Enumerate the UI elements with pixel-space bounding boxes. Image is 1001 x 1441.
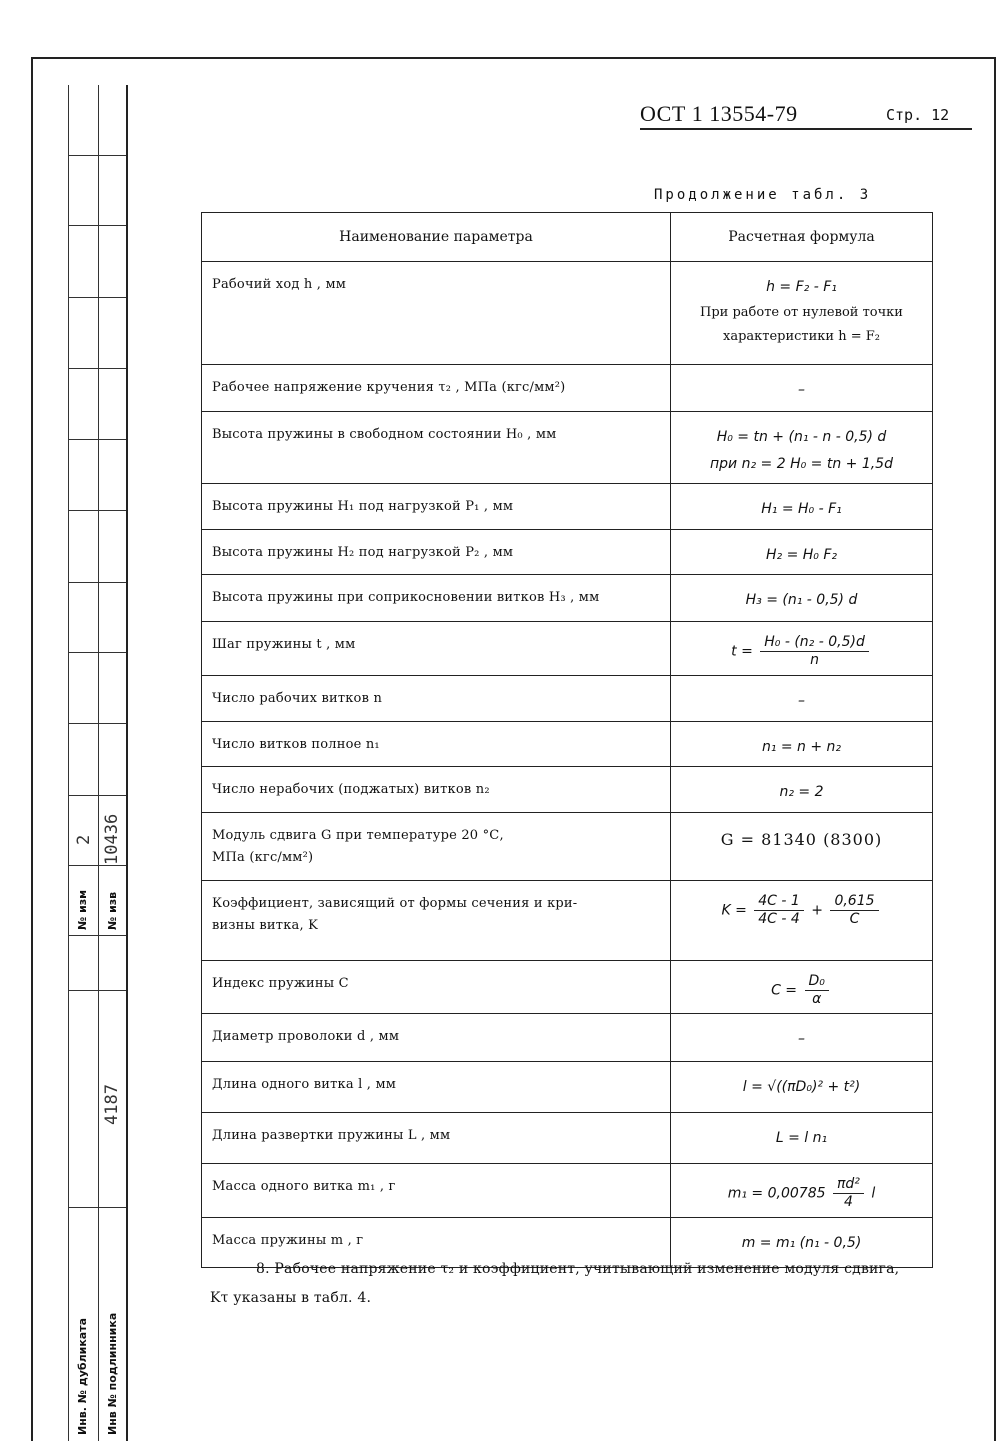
strip-row-line bbox=[68, 1207, 126, 1208]
formula-cell bbox=[671, 1164, 933, 1218]
strip-row-line bbox=[68, 795, 126, 796]
table-row bbox=[202, 575, 933, 622]
formula-cell bbox=[671, 412, 933, 484]
param-line: МПа (кгс/мм²) bbox=[212, 849, 314, 865]
formula-cell: H₁ = H₀ - F₁ bbox=[671, 484, 933, 530]
fraction-denominator: C bbox=[849, 910, 860, 927]
col-header-formula: Расчетная формула bbox=[671, 213, 933, 262]
param-cell: Число нерабочих (поджатых) витков n₂ bbox=[202, 767, 671, 813]
formula-operator: + bbox=[811, 902, 823, 919]
fraction-denominator: 4C - 4 bbox=[758, 910, 800, 927]
param-cell: Индекс пружины C bbox=[202, 960, 671, 1014]
fraction bbox=[833, 1176, 864, 1211]
formula-lhs: C = bbox=[771, 982, 798, 999]
param-cell bbox=[202, 880, 671, 960]
formula-cell bbox=[671, 622, 933, 676]
param-cell: Длина развертки пружины L , мм bbox=[202, 1113, 671, 1164]
param-cell: Длина одного витка l , мм bbox=[202, 1062, 671, 1113]
param-cell: Рабочее напряжение кручения τ₂ , МПа (кгс/мм²) bbox=[202, 365, 671, 412]
table-row bbox=[202, 1062, 933, 1113]
formula-cell: n₁ = n + n₂ bbox=[671, 721, 933, 767]
param-cell: Рабочий ход h , мм bbox=[202, 262, 671, 365]
fraction-numerator: 0,615 bbox=[830, 893, 878, 911]
formula-line: G = 81340 (8300) bbox=[720, 829, 883, 849]
table-row bbox=[202, 880, 933, 960]
margin-strip bbox=[68, 85, 126, 1441]
header-underline bbox=[640, 128, 972, 130]
strip-row-line bbox=[68, 652, 126, 653]
param-cell: Масса одного витка m₁ , г bbox=[202, 1164, 671, 1218]
izm-value: 2 bbox=[74, 834, 94, 845]
fraction bbox=[760, 634, 869, 669]
formula-note: При работе от нулевой точки bbox=[700, 304, 903, 320]
formula-cell: H₂ = H₀ F₂ bbox=[671, 529, 933, 575]
fraction-denominator: α bbox=[812, 990, 822, 1007]
frame-inner-border bbox=[126, 85, 128, 1441]
formula-cell bbox=[671, 880, 933, 960]
fraction-denominator: 4 bbox=[843, 1194, 853, 1211]
table-row bbox=[202, 812, 933, 880]
formula-note: характеристики h = F₂ bbox=[723, 329, 880, 345]
formula-lhs: t = bbox=[731, 643, 753, 660]
formula-cell: H₃ = (n₁ - 0,5) d bbox=[671, 575, 933, 622]
page-number: Стр. 12 bbox=[886, 106, 950, 124]
param-cell: Число витков полное n₁ bbox=[202, 721, 671, 767]
param-cell: Высота пружины при соприкосновении витков H₃ , мм bbox=[202, 575, 671, 622]
formula-line: H₀ = tn + (n₁ - n - 0,5) d bbox=[716, 429, 887, 445]
orig-label: Инв № подлинника bbox=[106, 1312, 119, 1435]
formula-cell bbox=[671, 960, 933, 1014]
fraction bbox=[754, 893, 804, 928]
formula-cell: – bbox=[671, 1014, 933, 1062]
param-line: Коэффициент, зависящий от формы сечения и кри- bbox=[212, 895, 578, 911]
formula-cell: – bbox=[671, 365, 933, 412]
table-row bbox=[202, 721, 933, 767]
formula-cell: m = m₁ (n₁ - 0,5) bbox=[671, 1217, 933, 1267]
formula-lhs: m₁ = 0,00785 bbox=[727, 1185, 826, 1202]
strip-row-line bbox=[68, 723, 126, 724]
strip-col-line bbox=[98, 85, 99, 1441]
table-row bbox=[202, 960, 933, 1014]
param-cell bbox=[202, 812, 671, 880]
dup-label: Инв. № дубликата bbox=[76, 1317, 89, 1435]
formula-line: при n₂ = 2 H₀ = tn + 1,5d bbox=[710, 455, 893, 472]
strip-row-line bbox=[68, 368, 126, 369]
table-row bbox=[202, 365, 933, 412]
param-cell: Высота пружины в свободном состоянии H₀ , мм bbox=[202, 412, 671, 484]
strip-col-line bbox=[68, 85, 69, 1441]
fraction-denominator: n bbox=[810, 652, 819, 669]
formula-lhs: K = bbox=[721, 902, 747, 919]
strip-row-line bbox=[68, 225, 126, 226]
table-row bbox=[202, 1113, 933, 1164]
izm-label: № изм bbox=[76, 889, 89, 930]
table-row bbox=[202, 484, 933, 530]
fraction-numerator: 4C - 1 bbox=[754, 893, 804, 911]
param-cell: Масса пружины m , г bbox=[202, 1217, 671, 1267]
param-cell: Высота пружины H₁ под нагрузкой P₁ , мм bbox=[202, 484, 671, 530]
table-caption: Продолжение табл. 3 bbox=[654, 187, 872, 203]
param-cell: Шаг пружины t , мм bbox=[202, 622, 671, 676]
param-line: Модуль сдвига G при температуре 20 °С, bbox=[212, 827, 504, 843]
table-row bbox=[202, 412, 933, 484]
col-header-param: Наименование параметра bbox=[202, 213, 671, 262]
strip-row-line bbox=[68, 155, 126, 156]
formula-cell: L = l n₁ bbox=[671, 1113, 933, 1164]
table-row bbox=[202, 767, 933, 813]
strip-row-line bbox=[68, 582, 126, 583]
strip-row-line bbox=[68, 510, 126, 511]
param-line: визны витка, K bbox=[212, 917, 319, 933]
table-row bbox=[202, 675, 933, 721]
param-cell: Число рабочих витков n bbox=[202, 675, 671, 721]
note-paragraph: 8. Рабочее напряжение τ₂ и коэффициент, учитывающий изменение модуля сдвига, Kτ указаны в табл. 4. bbox=[210, 1261, 900, 1307]
param-cell: Высота пружины H₂ под нагрузкой P₂ , мм bbox=[202, 529, 671, 575]
parameters-table bbox=[201, 212, 933, 1268]
formula-cell bbox=[671, 812, 933, 880]
strip-row-line bbox=[68, 935, 126, 936]
formula-tail: l bbox=[871, 1185, 876, 1202]
table-row bbox=[202, 622, 933, 676]
inv-value: 4187 bbox=[102, 1084, 122, 1125]
fraction-numerator: D₀ bbox=[805, 973, 829, 991]
table-header-row bbox=[202, 213, 933, 262]
izv-value: 10436 bbox=[102, 813, 122, 865]
formula-cell: – bbox=[671, 675, 933, 721]
table-row bbox=[202, 529, 933, 575]
fraction-numerator: H₀ - (n₂ - 0,5)d bbox=[760, 634, 869, 652]
frame-right-border bbox=[994, 57, 996, 1441]
formula-cell bbox=[671, 262, 933, 365]
strip-row-line bbox=[68, 990, 126, 991]
strip-row-line bbox=[68, 439, 126, 440]
table-row bbox=[202, 1014, 933, 1062]
param-cell: Диаметр проволоки d , мм bbox=[202, 1014, 671, 1062]
formula-cell: n₂ = 2 bbox=[671, 767, 933, 813]
table-row bbox=[202, 262, 933, 365]
doc-number: ОСТ 1 13554-79 bbox=[640, 101, 798, 126]
fraction-numerator: πd² bbox=[833, 1176, 864, 1194]
fraction bbox=[830, 893, 878, 928]
frame-left-border bbox=[31, 58, 33, 1441]
formula-line: h = F₂ - F₁ bbox=[766, 279, 837, 295]
table-row bbox=[202, 1164, 933, 1218]
strip-row-line bbox=[68, 865, 126, 866]
izv-label: № изв bbox=[106, 891, 119, 930]
frame-top-border bbox=[31, 57, 996, 59]
fraction bbox=[805, 973, 829, 1008]
formula-cell: l = √((πD₀)² + t²) bbox=[671, 1062, 933, 1113]
strip-row-line bbox=[68, 297, 126, 298]
